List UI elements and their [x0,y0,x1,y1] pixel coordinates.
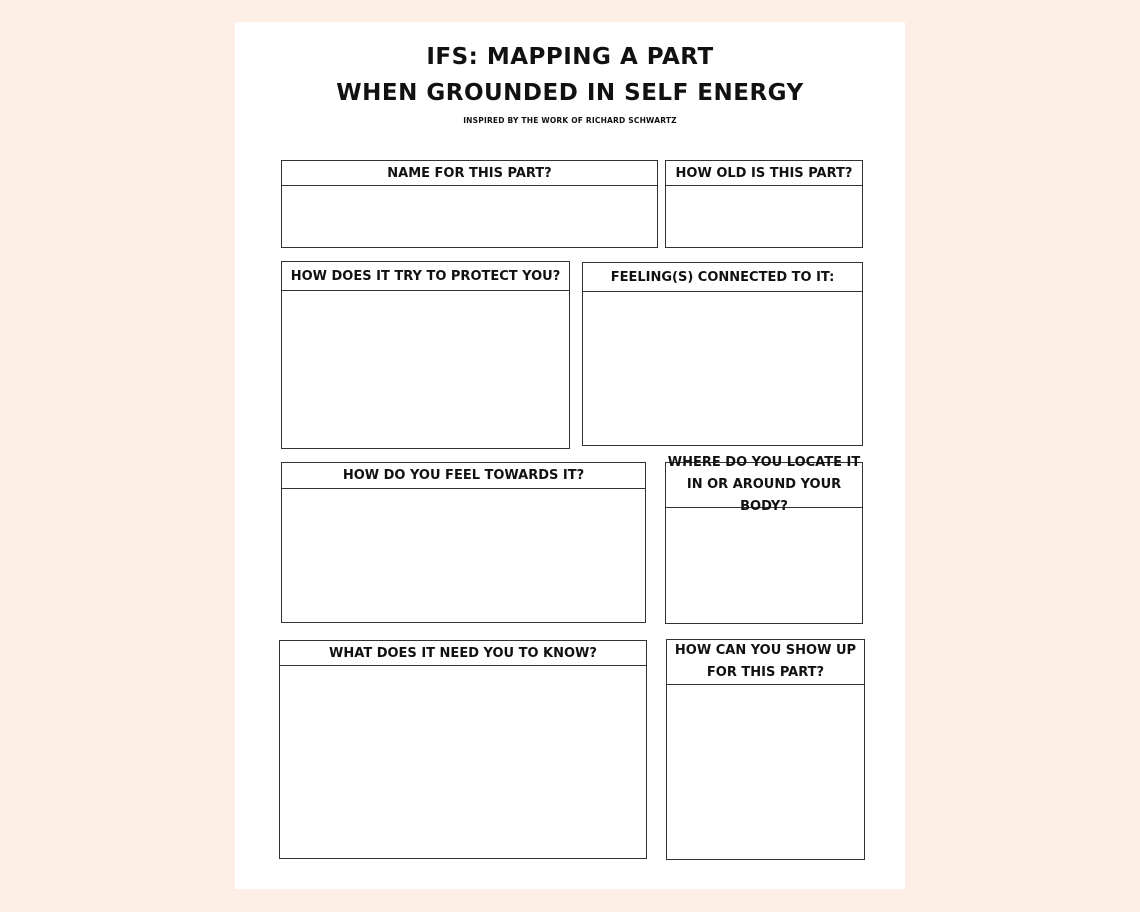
protect-prompt: HOW DOES IT TRY TO PROTECT YOU? [282,262,569,291]
show-up-prompt [667,640,864,685]
name-answer-area[interactable] [282,186,657,247]
feelings-prompt: FEELING(S) CONNECTED TO IT: [583,263,862,292]
locate-prompt-line-2: IN OR AROUND YOUR BODY? [686,477,842,514]
name-box [281,160,658,248]
feelings-answer-area[interactable] [583,292,862,445]
protect-answer-area[interactable] [282,291,569,448]
age-box [665,160,863,248]
towards-answer-area[interactable] [282,489,645,622]
locate-answer-area[interactable] [666,508,862,622]
worksheet-title-line-2: WHEN GROUNDED IN SELF ENERGY [336,80,804,106]
need-answer-area[interactable] [280,666,646,858]
locate-box [665,455,863,624]
locate-prompt-line-1: WHERE DO YOU LOCATE IT [667,455,861,470]
worksheet-subtitle: INSPIRED BY THE WORK OF RICHARD SCHWARTZ [463,116,677,125]
show-up-prompt-line-1: HOW CAN YOU SHOW UP [674,643,857,658]
need-box [279,640,647,859]
age-answer-area[interactable] [666,186,862,247]
feelings-box [582,262,863,446]
locate-prompt [666,455,862,514]
worksheet-page [235,22,905,889]
towards-box [281,462,646,623]
name-prompt: NAME FOR THIS PART? [282,161,657,186]
show-up-answer-area[interactable] [667,685,864,858]
towards-prompt: HOW DO YOU FEEL TOWARDS IT? [282,463,645,489]
worksheet-title-line-1: IFS: MAPPING A PART [426,44,714,70]
show-up-box [666,639,865,860]
age-prompt: HOW OLD IS THIS PART? [666,161,862,186]
need-prompt: WHAT DOES IT NEED YOU TO KNOW? [280,641,646,666]
protect-box [281,261,570,449]
show-up-prompt-line-2: FOR THIS PART? [706,665,825,680]
